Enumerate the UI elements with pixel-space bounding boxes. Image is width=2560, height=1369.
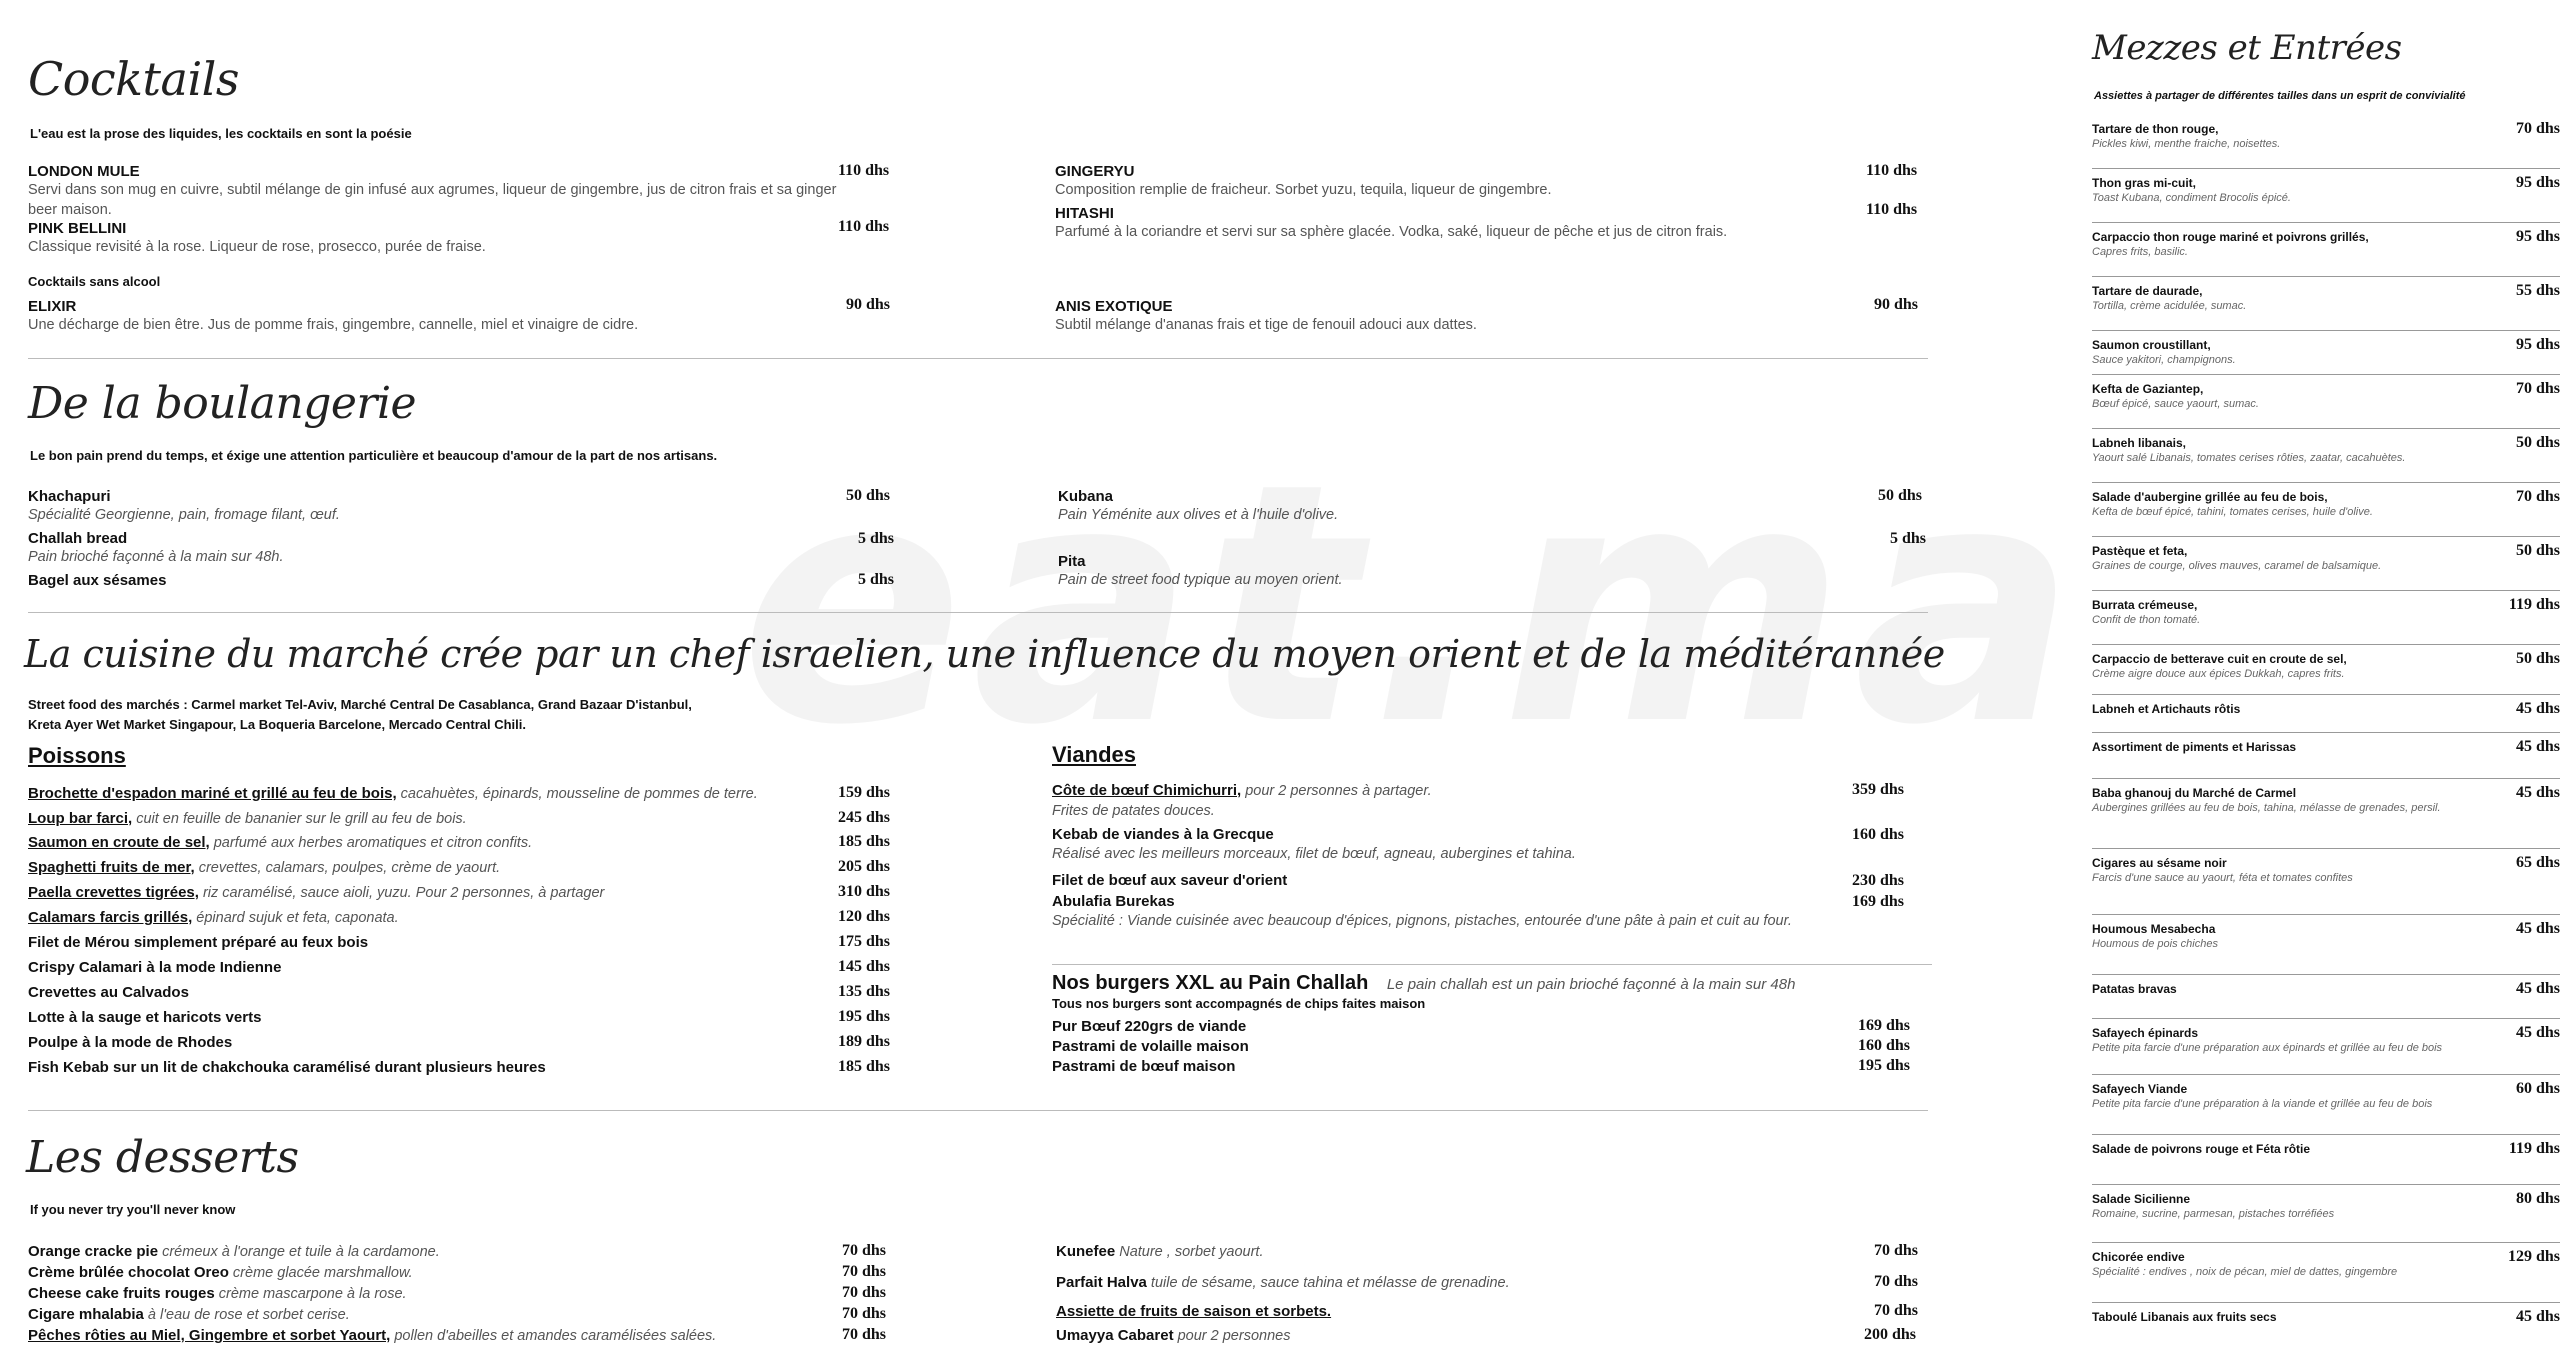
item-price: 80 dhs	[2515, 1190, 2560, 1207]
mezze-item	[2092, 1192, 2560, 1220]
item-name: Pur Bœuf 220grs de viande	[1052, 1018, 1247, 1035]
item-description: riz caramélisé, sauce aioli, yuzu. Pour 2 personnes, à partager	[198, 885, 605, 901]
item-name: Pastèque et feta,	[2092, 544, 2188, 558]
item-name: Thon gras mi-cuit,	[2092, 176, 2197, 190]
item-description: Classique revisité à la rose. Liqueur de rose, prosecco, purée de fraise.	[28, 239, 486, 255]
item-price: 110 dhs	[838, 218, 890, 235]
mezze-item	[2092, 436, 2560, 464]
mezze-divider	[2092, 428, 2560, 429]
mezze-divider	[2092, 222, 2560, 223]
item-description: Farcis d'une sauce au yaourt, féta et tomates confites	[2092, 872, 2353, 884]
item-description: Servi dans son mug en cuivre, subtil mélange de gin infusé aux agrumes, liqueur de gingembre, jus de citron frais et sa ginger beer maison.	[28, 182, 837, 218]
mezze-divider	[2092, 374, 2560, 375]
item-description: Spécialité : Viande cuisinée avec beaucoup d'épices, pignons, pistaches, entourée d'une pâte à pain et cuit au four.	[1052, 913, 1792, 929]
item-description: pour 2 personnes à partager.	[1241, 783, 1432, 799]
menu-item	[28, 934, 368, 951]
item-price: 110 dhs	[1866, 162, 1918, 179]
mezze-item	[2092, 702, 2560, 716]
item-name: Patatas bravas	[2092, 982, 2177, 996]
item-description: Nature , sorbet yaourt.	[1115, 1244, 1264, 1260]
item-price: 160 dhs	[1852, 826, 1905, 843]
item-price: 110 dhs	[838, 162, 890, 179]
item-name: Abulafia Burekas	[1052, 893, 1175, 910]
item-price: 50 dhs	[2515, 434, 2560, 451]
item-name: Tartare de thon rouge,	[2092, 122, 2219, 136]
item-name: Kunefee	[1056, 1243, 1116, 1260]
burgers-note: Le pain challah est un pain brioché façonné à la main sur 48h	[1386, 976, 1796, 993]
menu-item	[1055, 298, 1855, 335]
item-name: Carpaccio de betterave cuit en croute de sel,	[2092, 652, 2347, 666]
item-name: Lotte à la sauge et haricots verts	[28, 1009, 262, 1026]
item-name: Umayya Cabaret	[1056, 1327, 1174, 1344]
item-description: crème mascarpone à la rose.	[214, 1286, 407, 1302]
item-price: 119 dhs	[2508, 1140, 2560, 1157]
mezze-divider	[2092, 536, 2560, 537]
item-description: Confit de thon tomaté.	[2092, 614, 2201, 626]
item-name: Kubana	[1058, 488, 1114, 505]
menu-item	[1052, 1058, 1235, 1075]
item-name: Pastrami de volaille maison	[1052, 1038, 1249, 1055]
item-price: 189 dhs	[838, 1033, 891, 1050]
mezze-item	[2092, 1082, 2560, 1110]
item-price: 70 dhs	[1874, 1302, 1919, 1319]
mezze-divider	[2092, 644, 2560, 645]
item-name: Crevettes au Calvados	[28, 984, 189, 1001]
item-name: Taboulé Libanais aux fruits secs	[2092, 1310, 2277, 1324]
item-name: Safayech Viande	[2092, 1082, 2188, 1096]
mezze-item	[2092, 982, 2560, 996]
mezze-item	[2092, 856, 2560, 884]
mezze-divider	[2092, 1134, 2560, 1135]
item-price: 50 dhs	[1878, 487, 1923, 504]
item-name: Salade Sicilienne	[2092, 1192, 2191, 1206]
item-description: Pain Yéménite aux olives et à l'huile d'olive.	[1058, 507, 1339, 523]
mezze-item	[2092, 598, 2560, 626]
item-description: Frites de patates douces.	[1052, 803, 1215, 819]
item-name: Kefta de Gaziantep,	[2092, 382, 2204, 396]
item-price: 45 dhs	[2515, 700, 2560, 717]
item-name: Cigares au sésame noir	[2092, 856, 2227, 870]
item-name: Crème brûlée chocolat Oreo	[28, 1264, 229, 1281]
mezze-divider	[2092, 590, 2560, 591]
item-price: 175 dhs	[838, 933, 891, 950]
item-description: parfumé aux herbes aromatiques et citron confits.	[209, 835, 533, 851]
mezze-divider	[2092, 694, 2560, 695]
mezze-item	[2092, 1142, 2560, 1156]
item-name: Loup bar farci,	[28, 810, 133, 827]
item-price: 129 dhs	[2507, 1248, 2560, 1265]
section-divider	[28, 358, 1928, 359]
item-price: 50 dhs	[846, 487, 891, 504]
item-price: 95 dhs	[2515, 228, 2560, 245]
item-name: Labneh et Artichauts rôtis	[2092, 702, 2241, 716]
menu-item	[28, 834, 532, 851]
item-description: Capres frits, basilic.	[2092, 246, 2188, 258]
item-name: Pastrami de bœuf maison	[1052, 1058, 1236, 1075]
item-name: HITASHI	[1055, 205, 1114, 222]
item-name: Fish Kebab sur un lit de chakchouka caramélisé durant plusieurs heures	[28, 1059, 546, 1076]
menu-item	[28, 810, 467, 827]
menu-item	[28, 1059, 546, 1076]
mezze-item	[2092, 786, 2560, 814]
item-name: Côte de bœuf Chimichurri,	[1052, 782, 1242, 799]
item-price: 55 dhs	[2515, 282, 2560, 299]
menu-item	[1052, 1018, 1246, 1035]
mezze-item	[2092, 922, 2560, 950]
item-name: LONDON MULE	[28, 163, 140, 180]
menu-item	[1052, 872, 1832, 890]
item-name: GINGERYU	[1055, 163, 1135, 180]
menu-item	[1052, 781, 1832, 821]
item-name: Salade d'aubergine grillée au feu de bois,	[2092, 490, 2328, 504]
item-name: PINK BELLINI	[28, 220, 127, 237]
item-price: 119 dhs	[2508, 596, 2560, 613]
item-name: Pita	[1058, 553, 1086, 570]
item-price: 45 dhs	[2515, 1308, 2560, 1325]
item-name: Saumon en croute de sel,	[28, 834, 210, 851]
item-description: pour 2 personnes	[1173, 1328, 1291, 1344]
item-name: Spaghetti fruits de mer,	[28, 859, 195, 876]
menu-item	[1052, 826, 1832, 864]
menu-item	[1056, 1274, 1510, 1291]
item-description: épinard sujuk et feta, caponata.	[192, 910, 399, 926]
item-name: Poulpe à la mode de Rhodes	[28, 1034, 233, 1051]
item-description: à l'eau de rose et sorbet cerise.	[143, 1307, 350, 1323]
item-name: Bagel aux sésames	[28, 572, 167, 589]
boulangerie-tagline: Le bon pain prend du temps, et éxige une attention particulière et beaucoup d'amour de la part de nos artisans.	[30, 448, 718, 463]
item-name: Baba ghanouj du Marché de Carmel	[2092, 786, 2297, 800]
mezze-divider	[2092, 914, 2560, 915]
menu-item	[28, 785, 758, 802]
section-divider	[28, 612, 1928, 613]
item-description: Crème aigre douce aux épices Dukkah, capres frits.	[2092, 668, 2345, 680]
item-price: 195 dhs	[838, 1008, 891, 1025]
mezze-divider	[2092, 1302, 2560, 1303]
item-description: Houmous de pois chiches	[2092, 938, 2218, 950]
mezze-divider	[2092, 1242, 2560, 1243]
item-description: Bœuf épicé, sauce yaourt, sumac.	[2092, 398, 2259, 410]
boulangerie-title: De la boulangerie	[28, 378, 417, 429]
item-price: 95 dhs	[2515, 336, 2560, 353]
item-name: Carpaccio thon rouge mariné et poivrons grillés,	[2092, 230, 2369, 244]
cuisine-intro-line1: Street food des marchés : Carmel market Tel-Aviv, Marché Central De Casablanca, Grand Bazaar D'istanbul,	[28, 697, 692, 712]
item-name: Brochette d'espadon mariné et grillé au feu de bois,	[28, 785, 397, 802]
item-price: 45 dhs	[2515, 1024, 2560, 1041]
mezze-divider	[2092, 330, 2560, 331]
item-description: Spécialité : endives , noix de pécan, miel de dattes, gingembre	[2092, 1266, 2398, 1278]
item-name: Chicorée endive	[2092, 1250, 2185, 1264]
menu-item	[1058, 553, 1858, 590]
desserts-tagline: If you never try you'll never know	[30, 1202, 236, 1217]
item-description: cuit en feuille de bananier sur le grill au feu de bois.	[132, 811, 467, 827]
menu-item	[1052, 893, 1832, 931]
sans-alcool-label: Cocktails sans alcool	[28, 274, 161, 289]
item-description: Sauce yakitori, champignons.	[2092, 354, 2236, 366]
item-price: 5 dhs	[858, 571, 895, 588]
item-name: Pêches rôties au Miel, Gingembre et sorbet Yaourt,	[28, 1327, 391, 1344]
menu-item	[28, 1243, 440, 1260]
item-name: Parfait Halva	[1056, 1274, 1147, 1291]
item-name: Tartare de daurade,	[2092, 284, 2203, 298]
item-price: 245 dhs	[838, 809, 891, 826]
item-price: 90 dhs	[846, 296, 891, 313]
mezzes-title: Mezzes et Entrées	[2092, 28, 2402, 68]
item-name: Filet de Mérou simplement préparé au feux bois	[28, 934, 369, 951]
cocktails-tagline: L'eau est la prose des liquides, les cocktails en sont la poésie	[30, 126, 412, 141]
item-name: Challah bread	[28, 530, 128, 547]
viandes-heading: Viandes	[1052, 742, 1136, 767]
item-price: 70 dhs	[842, 1263, 887, 1280]
item-name: ELIXIR	[28, 298, 77, 315]
item-name: Crispy Calamari à la mode Indienne	[28, 959, 282, 976]
item-price: 50 dhs	[2515, 650, 2560, 667]
item-description: crème glacée marshmallow.	[228, 1265, 413, 1281]
item-description: Subtil mélange d'ananas frais et tige de fenouil adouci aux dattes.	[1055, 317, 1477, 333]
mezze-item	[2092, 122, 2560, 150]
menu-item	[28, 984, 189, 1001]
mezze-divider	[2092, 482, 2560, 483]
menu-item	[1056, 1327, 1290, 1344]
menu-item	[1058, 488, 1858, 525]
item-price: 45 dhs	[2515, 784, 2560, 801]
desserts-title: Les desserts	[26, 1132, 299, 1183]
item-description: pollen d'abeilles et amandes caramélisées salées.	[390, 1328, 717, 1344]
menu-item	[28, 1285, 407, 1302]
item-price: 70 dhs	[842, 1284, 887, 1301]
menu-item	[28, 572, 828, 589]
menu-item	[28, 530, 828, 567]
item-price: 45 dhs	[2515, 980, 2560, 997]
item-description: Aubergines grillées au feu de bois, tahina, mélasse de grenades, persil.	[2092, 802, 2441, 814]
menu-item	[28, 859, 500, 876]
mezze-item	[2092, 740, 2560, 754]
item-price: 45 dhs	[2515, 920, 2560, 937]
item-description: Tortilla, crème acidulée, sumac.	[2092, 300, 2247, 312]
item-price: 45 dhs	[2515, 738, 2560, 755]
item-name: Orange cracke pie	[28, 1243, 159, 1260]
item-price: 95 dhs	[2515, 174, 2560, 191]
mezze-divider	[2092, 1074, 2560, 1075]
menu-item	[1055, 163, 1855, 200]
mezze-divider	[2092, 732, 2560, 733]
item-description: Petite pita farcie d'une préparation à la viande et grillée au feu de bois	[2092, 1098, 2433, 1110]
item-name: ANIS EXOTIQUE	[1055, 298, 1173, 315]
item-price: 169 dhs	[1858, 1017, 1911, 1034]
item-description: Yaourt salé Libanais, tomates cerises rôties, zaatar, cacahuètes.	[2092, 452, 2406, 464]
item-name: Calamars farcis grillés,	[28, 909, 193, 926]
item-name: Salade de poivrons rouge et Féta rôtie	[2092, 1142, 2311, 1156]
menu-item	[28, 298, 848, 335]
item-description: Graines de courge, olives mauves, caramel de balsamique.	[2092, 560, 2382, 572]
mezze-item	[2092, 338, 2560, 366]
item-description: Pain de street food typique au moyen orient.	[1058, 572, 1343, 588]
burgers-header	[1052, 972, 1795, 995]
item-price: 70 dhs	[842, 1326, 887, 1343]
mezze-divider	[2092, 778, 2560, 779]
item-price: 135 dhs	[838, 983, 891, 1000]
item-name: Safayech épinards	[2092, 1026, 2199, 1040]
mezze-divider	[2092, 276, 2560, 277]
cuisine-intro-line2: Kreta Ayer Wet Market Singapour, La Boqueria Barcelone, Mercado Central Chili.	[28, 717, 526, 732]
menu-item	[28, 488, 828, 525]
item-price: 110 dhs	[1866, 201, 1918, 218]
item-description: Kefta de bœuf épicé, tahini, tomates cerises, huile d'olive.	[2092, 506, 2373, 518]
item-description: Parfumé à la coriandre et servi sur sa sphère glacée. Vodka, saké, liqueur de pêche et jus de citron frais.	[1055, 224, 1728, 240]
item-description: crémeux à l'orange et tuile à la cardamone.	[158, 1244, 440, 1260]
item-price: 70 dhs	[1874, 1273, 1919, 1290]
item-price: 70 dhs	[2515, 380, 2560, 397]
item-price: 169 dhs	[1852, 893, 1905, 910]
mezze-item	[2092, 1026, 2560, 1054]
item-description: tuile de sésame, sauce tahina et mélasse de grenadine.	[1146, 1275, 1510, 1291]
burgers-sub: Tous nos burgers sont accompagnés de chips faites maison	[1052, 996, 1426, 1011]
item-description: Toast Kubana, condiment Brocolis épicé.	[2092, 192, 2291, 204]
mezze-item	[2092, 230, 2560, 258]
item-name: Khachapuri	[28, 488, 111, 505]
mezze-item	[2092, 176, 2560, 204]
mezze-item	[2092, 382, 2560, 410]
menu-item	[28, 959, 281, 976]
menu-item	[28, 1327, 716, 1344]
mezze-divider	[2092, 1018, 2560, 1019]
item-name: Cheese cake fruits rouges	[28, 1285, 215, 1302]
menu-item	[28, 220, 848, 257]
item-description: Romaine, sucrine, parmesan, pistaches torréfiées	[2092, 1208, 2335, 1220]
item-description: Une décharge de bien être. Jus de pomme frais, gingembre, cannelle, miel et vinaigre de cidre.	[28, 317, 639, 333]
item-description: Pain brioché façonné à la main sur 48h.	[28, 549, 284, 565]
item-price: 310 dhs	[838, 883, 891, 900]
menu-item	[28, 163, 848, 220]
item-price: 50 dhs	[2515, 542, 2560, 559]
item-price: 90 dhs	[1874, 296, 1919, 313]
item-price: 70 dhs	[2515, 488, 2560, 505]
mezze-item	[2092, 544, 2560, 572]
item-name: Assiette de fruits de saison et sorbets.	[1056, 1303, 1332, 1320]
item-price: 195 dhs	[1858, 1057, 1911, 1074]
item-name: Saumon croustillant,	[2092, 338, 2211, 352]
mezze-item	[2092, 1250, 2560, 1278]
item-name: Filet de bœuf aux saveur d'orient	[1052, 872, 1288, 889]
mezzes-tagline: Assiettes à partager de différentes tailles dans un esprit de convivialité	[2094, 90, 2466, 102]
poissons-heading: Poissons	[28, 743, 126, 768]
item-price: 160 dhs	[1858, 1037, 1911, 1054]
menu-item	[28, 1009, 261, 1026]
section-divider	[28, 1110, 1928, 1111]
cuisine-title: La cuisine du marché crée par un chef israelien, une influence du moyen orient et de la méditérannée	[24, 632, 1945, 676]
item-price: 5 dhs	[1890, 530, 1927, 547]
mezze-divider	[2092, 168, 2560, 169]
item-price: 159 dhs	[838, 784, 891, 801]
item-description: Spécialité Georgienne, pain, fromage filant, œuf.	[28, 507, 340, 523]
item-description: Composition remplie de fraicheur. Sorbet yuzu, tequila, liqueur de gingembre.	[1055, 182, 1552, 198]
mezze-item	[2092, 490, 2560, 518]
item-name: Burrata crémeuse,	[2092, 598, 2198, 612]
item-price: 185 dhs	[838, 833, 891, 850]
burgers-divider	[1052, 964, 1932, 965]
item-price: 200 dhs	[1864, 1326, 1917, 1343]
item-name: Labneh libanais,	[2092, 436, 2187, 450]
item-description: cacahuètes, épinards, mousseline de pommes de terre.	[396, 786, 758, 802]
item-price: 70 dhs	[2515, 120, 2560, 137]
mezze-divider	[2092, 974, 2560, 975]
item-price: 65 dhs	[2515, 854, 2560, 871]
item-price: 70 dhs	[842, 1242, 887, 1259]
item-price: 359 dhs	[1852, 781, 1905, 798]
item-price: 70 dhs	[1874, 1242, 1919, 1259]
menu-item	[1052, 1038, 1249, 1055]
mezze-divider	[2092, 848, 2560, 849]
item-price: 60 dhs	[2515, 1080, 2560, 1097]
item-price: 230 dhs	[1852, 872, 1905, 889]
item-price: 145 dhs	[838, 958, 891, 975]
menu-item	[1056, 1303, 1331, 1320]
menu-item	[1056, 1243, 1263, 1260]
menu-item	[28, 909, 399, 926]
mezze-item	[2092, 284, 2560, 312]
mezze-item	[2092, 652, 2560, 680]
item-description: Petite pita farcie d'une préparation aux épinards et grillée au feu de bois	[2092, 1042, 2443, 1054]
menu-item	[28, 1034, 232, 1051]
menu-item	[28, 1306, 350, 1323]
mezze-divider	[2092, 1184, 2560, 1185]
menu-item	[28, 1264, 413, 1281]
cocktails-title: Cocktails	[28, 52, 239, 106]
item-price: 120 dhs	[838, 908, 891, 925]
item-name: Cigare mhalabia	[28, 1306, 144, 1323]
menu-item	[1055, 205, 1855, 242]
item-name: Houmous Mesabecha	[2092, 922, 2216, 936]
item-price: 185 dhs	[838, 1058, 891, 1075]
item-name: Kebab de viandes à la Grecque	[1052, 826, 1274, 843]
item-description: Réalisé avec les meilleurs morceaux, filet de bœuf, agneau, aubergines et tahina.	[1052, 846, 1576, 862]
burgers-heading: Nos burgers XXL au Pain Challah	[1052, 972, 1369, 994]
menu-item	[28, 884, 604, 901]
item-price: 205 dhs	[838, 858, 891, 875]
item-price: 5 dhs	[858, 530, 895, 547]
item-name: Paella crevettes tigrées,	[28, 884, 199, 901]
item-price: 70 dhs	[842, 1305, 887, 1322]
mezze-item	[2092, 1310, 2560, 1324]
item-name: Assortiment de piments et Harissas	[2092, 740, 2297, 754]
item-description: crevettes, calamars, poulpes, crème de yaourt.	[194, 860, 501, 876]
item-description: Pickles kiwi, menthe fraiche, noisettes.	[2092, 138, 2281, 150]
